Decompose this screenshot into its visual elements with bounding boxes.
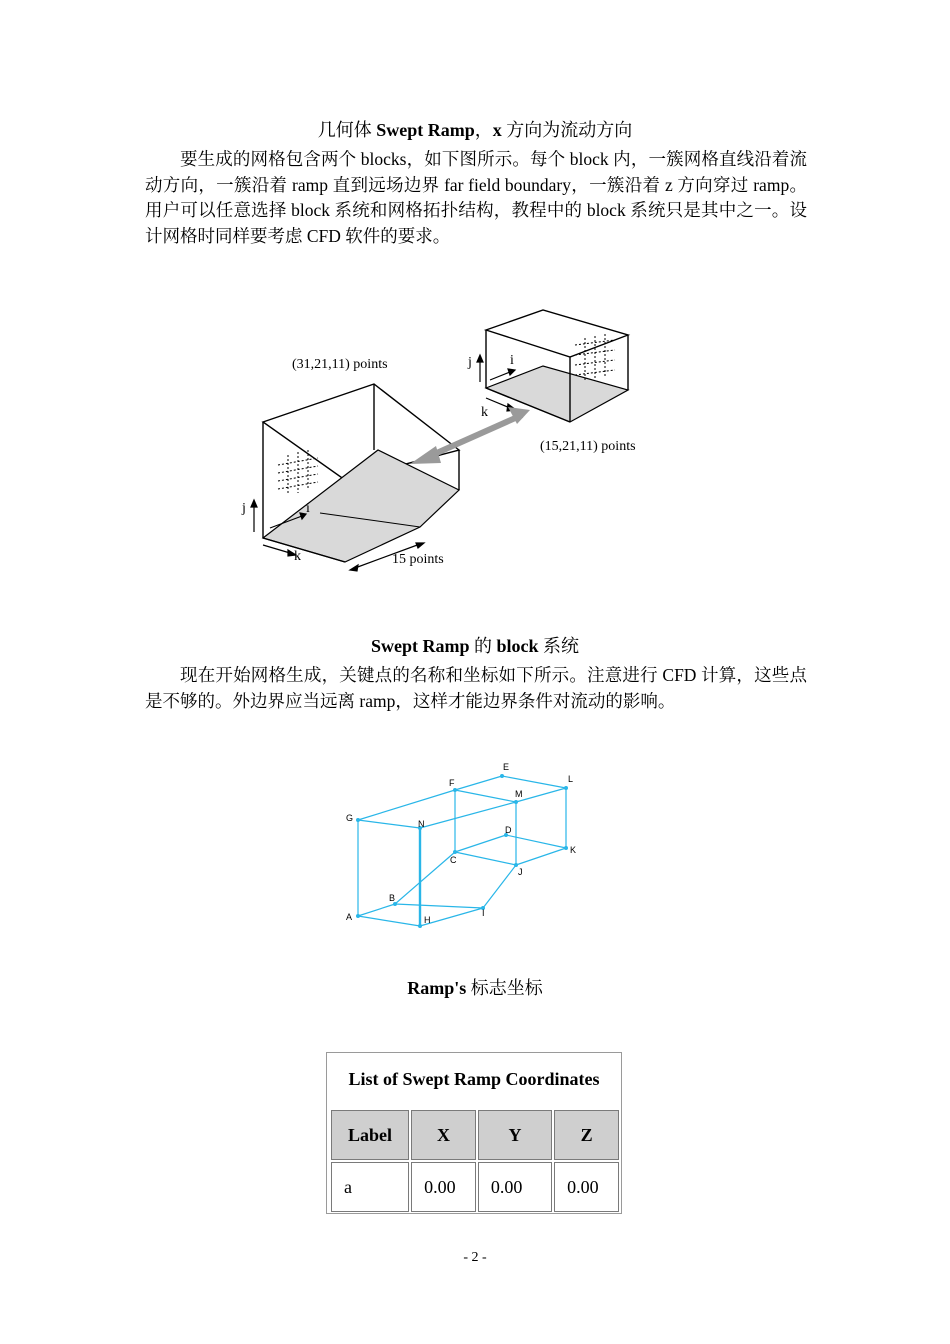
coordinates-table-title: List of Swept Ramp Coordinates [348, 1069, 600, 1089]
large-axis-k-label: k [294, 549, 301, 564]
ramp-keypoints-figure [330, 750, 590, 940]
figure1-caption [0, 632, 950, 658]
point-label-a: A [346, 912, 353, 922]
heading-comma: ， [474, 120, 493, 140]
cell-label: a [331, 1162, 409, 1212]
keypoints-paragraph: 现在开始网格生成，关键点的名称和坐标如下所示。注意进行 CFD 计算，这些点是不够的。外边界应当远离 ramp，这样才能边界条件对流动的影响。 [145, 665, 807, 711]
section-heading [0, 116, 950, 142]
caption2-suffix: 标志坐标 [466, 978, 543, 998]
large-axis-j-label: j [242, 501, 246, 516]
ramp-surface [263, 450, 459, 562]
block-connection-arrow [410, 407, 530, 464]
heading-bold-geometry: Swept Ramp [376, 120, 475, 140]
point-label-g: G [346, 813, 354, 823]
caption1-bold: Swept Ramp [370, 636, 470, 656]
header-z: Z [554, 1110, 619, 1160]
header-x: X [411, 1110, 476, 1160]
point-label-h: H [424, 915, 431, 925]
table-header-row [331, 1110, 619, 1160]
small-axis-i-label: i [510, 353, 514, 368]
page-number: - 2 - [463, 1250, 487, 1265]
large-block-points-label: (31,21,11) points [292, 357, 388, 372]
heading-bold-axis: x [492, 120, 502, 140]
caption1-bold2: block [496, 636, 539, 656]
header-y: Y [478, 1110, 552, 1160]
point-label-l: L [568, 774, 574, 784]
table-row [331, 1162, 619, 1212]
point-label-c: C [450, 855, 457, 865]
fifteen-points-label: 15 points [392, 552, 444, 567]
ramp-wireframe [358, 776, 566, 926]
small-axis-j-label: j [468, 355, 472, 370]
small-block-floor [486, 366, 628, 422]
keypoint-markers [356, 774, 568, 928]
caption2-bold: Ramp's [407, 978, 467, 998]
block-system-figure [230, 300, 650, 590]
caption1-suffix: 系统 [538, 636, 580, 656]
point-label-j: J [518, 867, 523, 877]
small-block-grid [575, 334, 615, 380]
heading-suffix: 方向为流动方向 [501, 120, 633, 140]
point-label-d: D [505, 825, 512, 835]
intro-paragraph: 要生成的网格包含两个 blocks，如下图所示。每个 block 内，一簇网格直线沿着流动方向，一簇沿着 ramp 直到远场边界 far field boundary，一簇沿着 z 方向穿过 ramp。用户可以任意选择 block 系统和网格拓扑结构，教程中的 block 系统只是其中之一。设计网格时同样要考虑 CFD 软件的要求。 [145, 149, 807, 246]
keypoint-labels [346, 762, 576, 925]
point-label-i: I [482, 908, 485, 918]
point-label-b: B [389, 893, 396, 903]
header-label: Label [331, 1110, 409, 1160]
point-label-e: E [503, 762, 510, 772]
point-label-k: K [570, 845, 577, 855]
heading-prefix: 几何体 [317, 120, 377, 140]
point-label-m: M [515, 789, 523, 799]
caption1-mid: 的 [469, 636, 497, 656]
coordinates-table-panel [326, 1052, 622, 1214]
point-label-n: N [418, 819, 425, 829]
point-label-f: F [449, 778, 455, 788]
large-axis-i-label: i [306, 501, 310, 516]
figure2-caption [0, 974, 950, 1000]
small-axis-k-label: k [481, 405, 488, 420]
cell-y: 0.00 [478, 1162, 552, 1212]
small-block-points-label: (15,21,11) points [540, 439, 636, 454]
coordinates-table [329, 1108, 621, 1214]
cell-z: 0.00 [554, 1162, 619, 1212]
cell-x: 0.00 [411, 1162, 476, 1212]
